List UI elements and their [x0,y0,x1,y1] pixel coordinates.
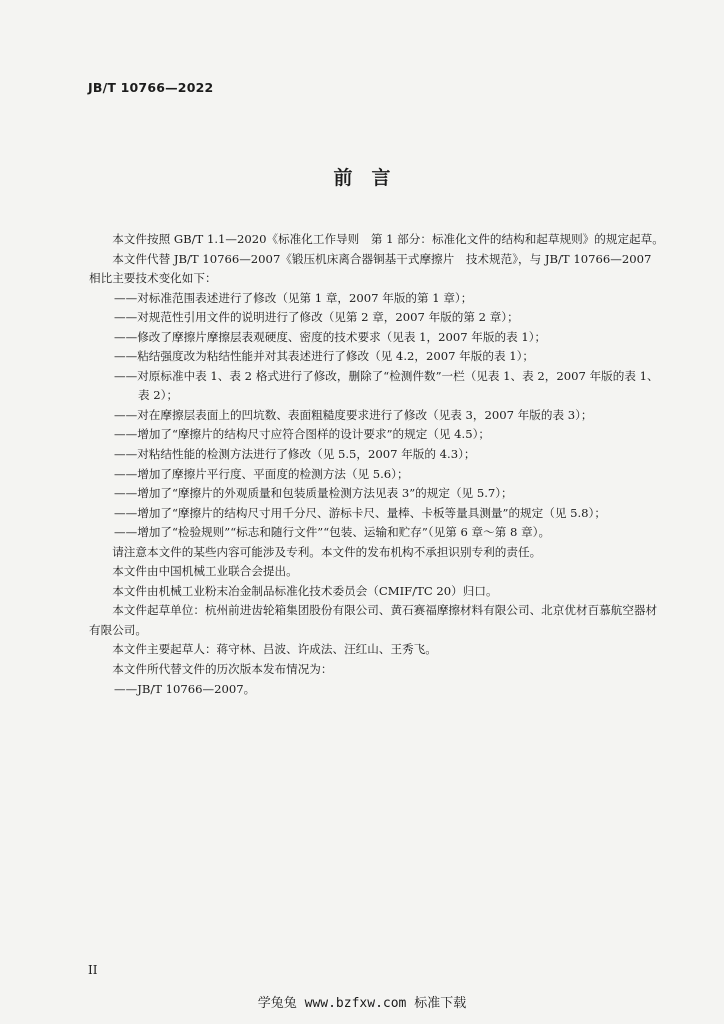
list-item: ——对原标准中表 1、表 2 格式进行了修改，删除了“检测件数”一栏（见表 1、表 2，2007 年版的表 1、表 2）； [114,368,659,403]
list-item: ——对粘结性能的检测方法进行了修改（见 5.5，2007 年版的 4.3）； [114,447,476,462]
list-item: ——增加了“摩擦片的结构尺寸应符合图样的设计要求”的规定（见 4.5）； [114,427,490,442]
changes-list [89,289,665,543]
list-item: ——对标准范围表述进行了修改（见第 1 章，2007 年版的第 1 章）； [114,290,473,305]
foreword-body [89,230,665,699]
footer-watermark: 学兔兔 www.bzfxw.com 标准下载 [257,996,467,1011]
paragraph-proposer: 本文件由中国机械工业联合会提出。 [112,564,298,579]
list-item: ——对规范性引用文件的说明进行了修改（见第 2 章，2007 年版的第 2 章）； [114,310,519,325]
list-item: ——修改了摩擦片摩擦层表观硬度、密度的技术要求（见表 1，2007 年版的表 1）； [114,329,547,344]
standard-number: JB/T 10766—2022 [88,80,214,95]
list-item: ——对在摩擦层表面上的凹坑数、表面粗糙度要求进行了修改（见表 3，2007 年版的表 3）； [114,407,593,422]
page-number: II [88,963,98,977]
list-item: ——增加了“摩擦片的外观质量和包装质量检测方法见表 3”的规定（见 5.7）； [114,486,513,501]
list-item: ——增加了摩擦片平行度、平面度的检测方法（见 5.6）； [114,466,409,481]
page-title: 前 言 [333,167,391,189]
paragraph-patent-notice: 请注意本文件的某些内容可能涉及专利。本文件的发布机构不承担识别专利的责任。 [112,544,542,559]
list-item: ——增加了“检验规则”“标志和随行文件”“包装、运输和贮存”（见第 6 章～第 8 章）。 [114,525,551,540]
list-item: ——增加了“摩擦片的结构尺寸用千分尺、游标卡尺、量棒、卡板等量具测量”的规定（见 5.8）； [114,505,606,520]
paragraph-replacement: 本文件代替 JB/T 10766—2007《锻压机床离合器铜基干式摩擦片 技术规范》，与 JB/T 10766—2007 相比主要技术变化如下： [89,251,652,286]
list-item: ——粘结强度改为粘结性能并对其表述进行了修改（见 4.2，2007 年版的表 1）； [114,349,534,364]
paragraph-drafting-basis: 本文件按照 GB/T 1.1—2020《标准化工作导则 第 1 部分：标准化文件的结构和起草规则》的规定起草。 [112,232,664,246]
paragraph-drafters: 本文件主要起草人：蒋守林、吕波、许成法、汪红山、王秀飞。 [112,642,437,657]
paragraph-committee: 本文件由机械工业粉末冶金制品标准化技术委员会（CMIF/TC 20）归口。 [112,583,498,598]
paragraph-drafting-units: 本文件起草单位：杭州前进齿轮箱集团股份有限公司、黄石赛福摩擦材料有限公司、北京优材百慕航空器材有限公司。 [89,603,658,637]
history-item: ——JB/T 10766—2007。 [114,681,256,696]
paragraph-version-history: 本文件所代替文件的历次版本发布情况为： [112,662,333,677]
